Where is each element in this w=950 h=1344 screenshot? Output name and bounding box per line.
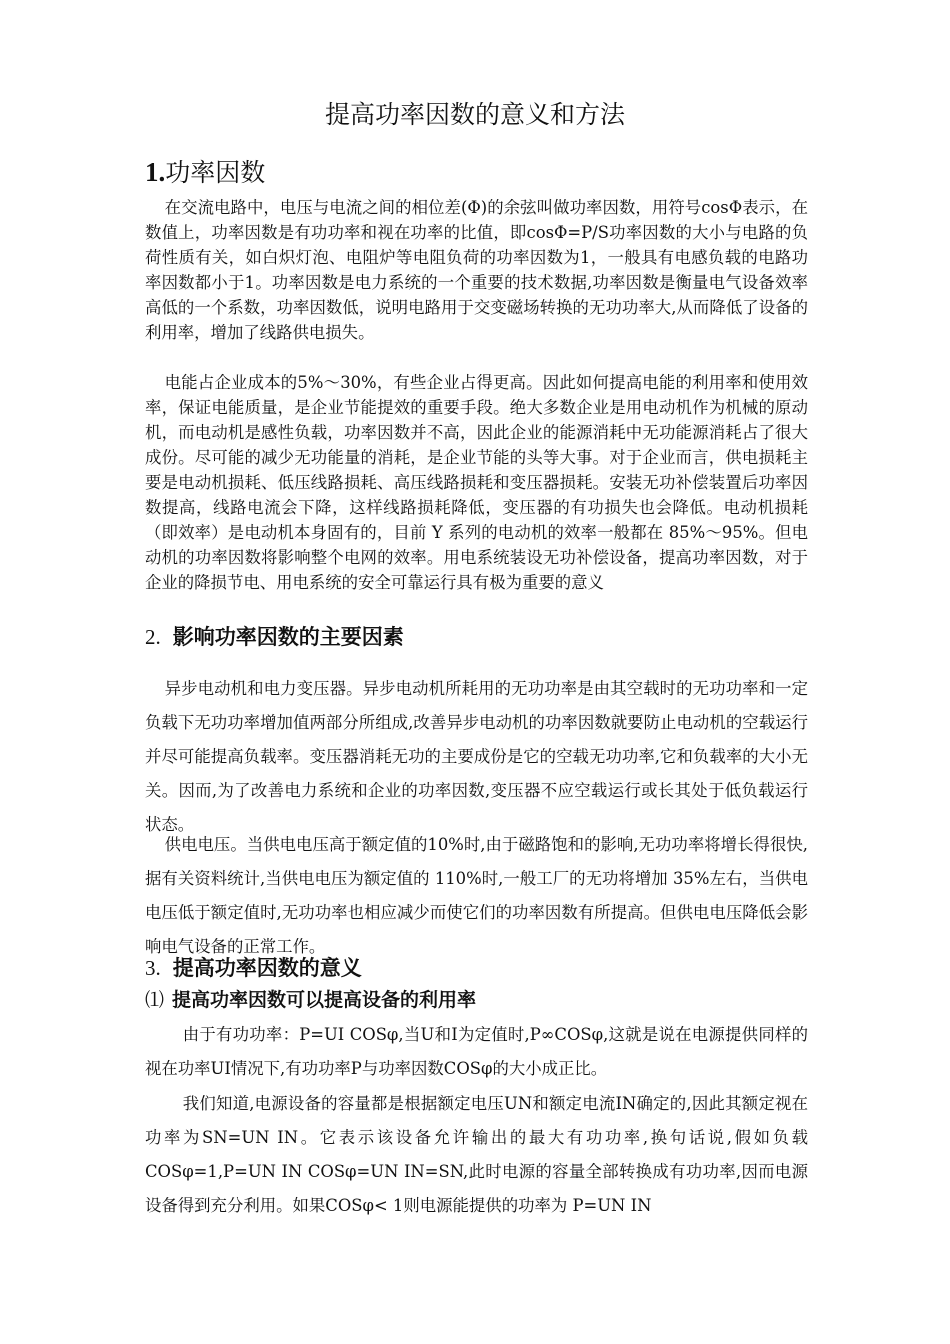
- subsection-1-paragraph-1: 由于有功功率：P=UI COSφ,当U和I为定值时,P∞COSφ,这就是说在电源提供同样的视在功率UI情况下,有功功率P与功率因数COSφ的大小成正比。: [145, 1025, 808, 1078]
- subsection-1-heading: [145, 986, 476, 1015]
- section-1-number: 1.: [145, 157, 166, 187]
- section-1-title: 功率因数: [165, 158, 266, 187]
- section-1-paragraph-2: 电能占企业成本的5%～30%，有些企业占得更高。因此如何提高电能的利用率和使用效率，保证电能质量，是企业节能提效的重要手段。绝大多数企业是用电动机作为机械的原动机，而电动机是感性负载，功率因数并不高，因此企业的能源消耗中无功能源消耗占了很大成份。尽可能的减少无功能量的消耗，是企业节能的头等大事。对于企业而言，供电损耗主要是电动机损耗、低压线路损耗、高压线路损耗和变压器损耗。安装无功补偿装置后功率因数提高，线路电流会下降，这样线路损耗降低，变压器的有功损失也会降低。电动机损耗（即效率）是电动机本身固有的，目前 Y 系列的电动机的效率一般都在 85%～95%。但电动机的功率因数将影响整个电网的效率。用电系统装设无功补偿设备，提高功率因数，对于企业的降损节电、用电系统的安全可靠运行具有极为重要的意义: [145, 373, 808, 592]
- section-1-paragraph-1: 在交流电路中，电压与电流之间的相位差(Φ)的余弦叫做功率因数，用符号cosΦ表示，在数值上，功率因数是有功功率和视在功率的比值，即cosΦ=P/S功率因数的大小与电路的负荷性质有关，如白炽灯泡、电阻炉等电阻负荷的功率因数为1，一般具有电感负载的电路功率因数都小于1。功率因数是电力系统的一个重要的技术数据,功率因数是衡量电气设备效率高低的一个系数，功率因数低，说明电路用于交变磁场转换的无功功率大,从而降低了设备的利用率，增加了线路供电损失。: [145, 198, 808, 342]
- section-2-number: 2.: [145, 625, 161, 649]
- section-2-paragraph-1: 异步电动机和电力变压器。异步电动机所耗用的无功功率是由其空载时的无功功率和一定负载下无功功率增加值两部分所组成,改善异步电动机的功率因数就要防止电动机的空载运行并尽可能提高负载率。变压器消耗无功的主要成份是它的空载无功功率,它和负载率的大小无关。因而,为了改善电力系统和企业的功率因数,变压器不应空载运行或长其处于低负载运行状态。: [145, 679, 808, 834]
- section-3-title: 提高功率因数的意义: [172, 956, 362, 980]
- subsection-1-paragraph-2: 我们知道,电源设备的容量都是根据额定电压UN和额定电流IN确定的,因此其额定视在功率为SN=UN IN。它表示该设备允许输出的最大有功功率,换句话说,假如负载COSφ=1,P=UN IN COSφ=UN IN=SN,此时电源的容量全部转换成有功功率,因而电源设备得到充分利用。如果COSφ< 1则电源能提供的功率为 P=UN IN: [145, 1094, 808, 1215]
- section-2-heading: [145, 622, 404, 652]
- section-3-number: 3.: [145, 956, 161, 980]
- section-1-heading: [145, 155, 265, 190]
- subsection-1-number: ⑴: [145, 990, 165, 1011]
- section-2-title: 影响功率因数的主要因素: [172, 625, 404, 649]
- section-3-heading: [145, 953, 362, 983]
- section-2-paragraph-2: 供电电压。当供电电压高于额定值的10%时,由于磁路饱和的影响,无功功率将增长得很快,据有关资料统计,当供电电压为额定值的 110%时,一般工厂的无功将增加 35%左右，当供电电压低于额定值时,无功功率也相应减少而使它们的功率因数有所提高。但供电电压降低会影响电气设备的正常工作。: [145, 835, 808, 956]
- subsection-1-title: 提高功率因数可以提高设备的利用率: [172, 989, 477, 1011]
- page-title: 提高功率因数的意义和方法: [324, 100, 625, 129]
